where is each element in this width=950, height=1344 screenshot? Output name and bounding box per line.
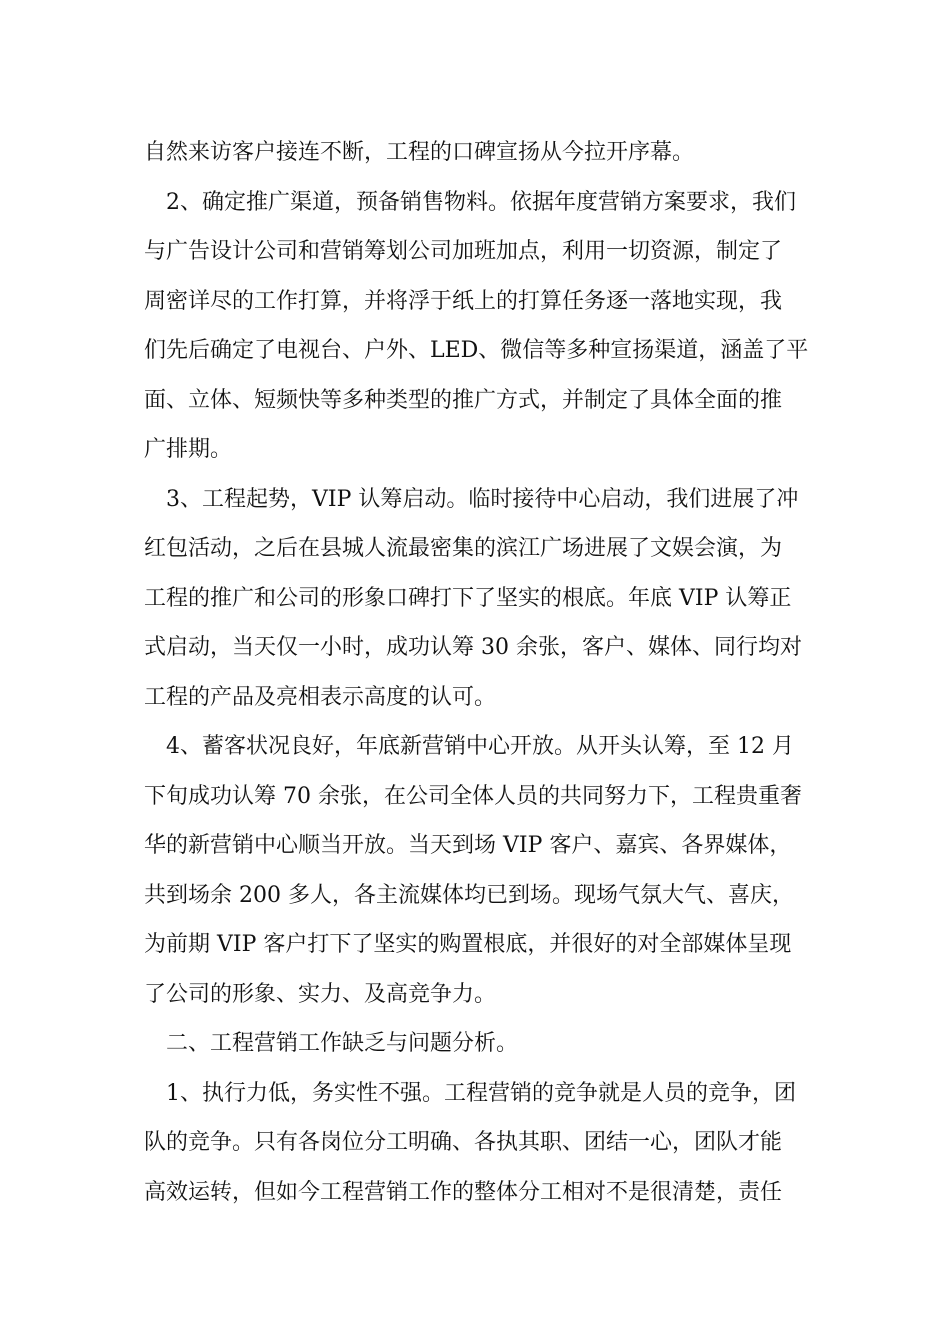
text-line: 式启动，当天仅一小时，成功认筹 30 余张，客户、媒体、同行均对 (144, 635, 802, 660)
text-line: 为前期 VIP 客户打下了坚实的购置根底，并很好的对全部媒体呈现 (144, 932, 792, 957)
text-line: 1、执行力低，务实性不强。工程营销的竞争就是人员的竞争，团 (166, 1080, 796, 1106)
text-line: 队的竞争。只有各岗位分工明确、各执其职、团结一心，团队才能 (144, 1130, 783, 1155)
text-line: 工程的推广和公司的形象口碑打下了坚实的根底。年底 VIP 认筹正 (144, 585, 792, 611)
text-line: 共到场余 200 多人，各主流媒体均已到场。现场气氛大气、喜庆， (144, 882, 794, 908)
text-line: 红包活动，之后在县城人流最密集的滨江广场进展了文娱会演，为 (144, 536, 783, 561)
text-line: 下旬成功认筹 70 余张，在公司全体人员的共同努力下，工程贵重奢 (144, 783, 802, 809)
text-line: 4、蓄客状况良好，年底新营销中心开放。从开头认筹，至 12 月 (166, 734, 794, 759)
text-line: 工程的产品及亮相表示高度的认可。 (144, 684, 497, 710)
text-line: 面、立体、短频快等多种类型的推广方式，并制定了具体全面的推 (144, 387, 783, 413)
text-line: 自然来访客户接连不断，工程的口碑宣扬从今拉开序幕。 (144, 140, 695, 165)
text-line: 3、工程起势，VIP 认筹启动。临时接待中心启动，我们进展了冲 (166, 486, 799, 512)
text-line: 华的新营销中心顺当开放。当天到场 VIP 客户、嘉宾、各界媒体， (144, 833, 792, 858)
text-line: 广排期。 (144, 437, 233, 462)
text-line: 周密详尽的工作打算，并将浮于纸上的打算任务逐一落地实现，我 (144, 288, 783, 314)
text-line: 2、确定推广渠道，预备销售物料。依据年度营销方案要求，我们 (166, 189, 796, 215)
text-line: 二、工程营销工作缺乏与问题分析。 (166, 1031, 519, 1056)
body-text (144, 128, 814, 1217)
text-line: 了公司的形象、实力、及高竞争力。 (144, 981, 497, 1007)
text-line: 与广告设计公司和营销筹划公司加班加点，利用一切资源，制定了 (144, 239, 783, 264)
text-line: 们先后确定了电视台、户外、LED、微信等多种宣扬渠道，涵盖了平 (144, 338, 809, 363)
text-line: 高效运转，但如今工程营销工作的整体分工相对不是很清楚，责任 (144, 1179, 783, 1205)
